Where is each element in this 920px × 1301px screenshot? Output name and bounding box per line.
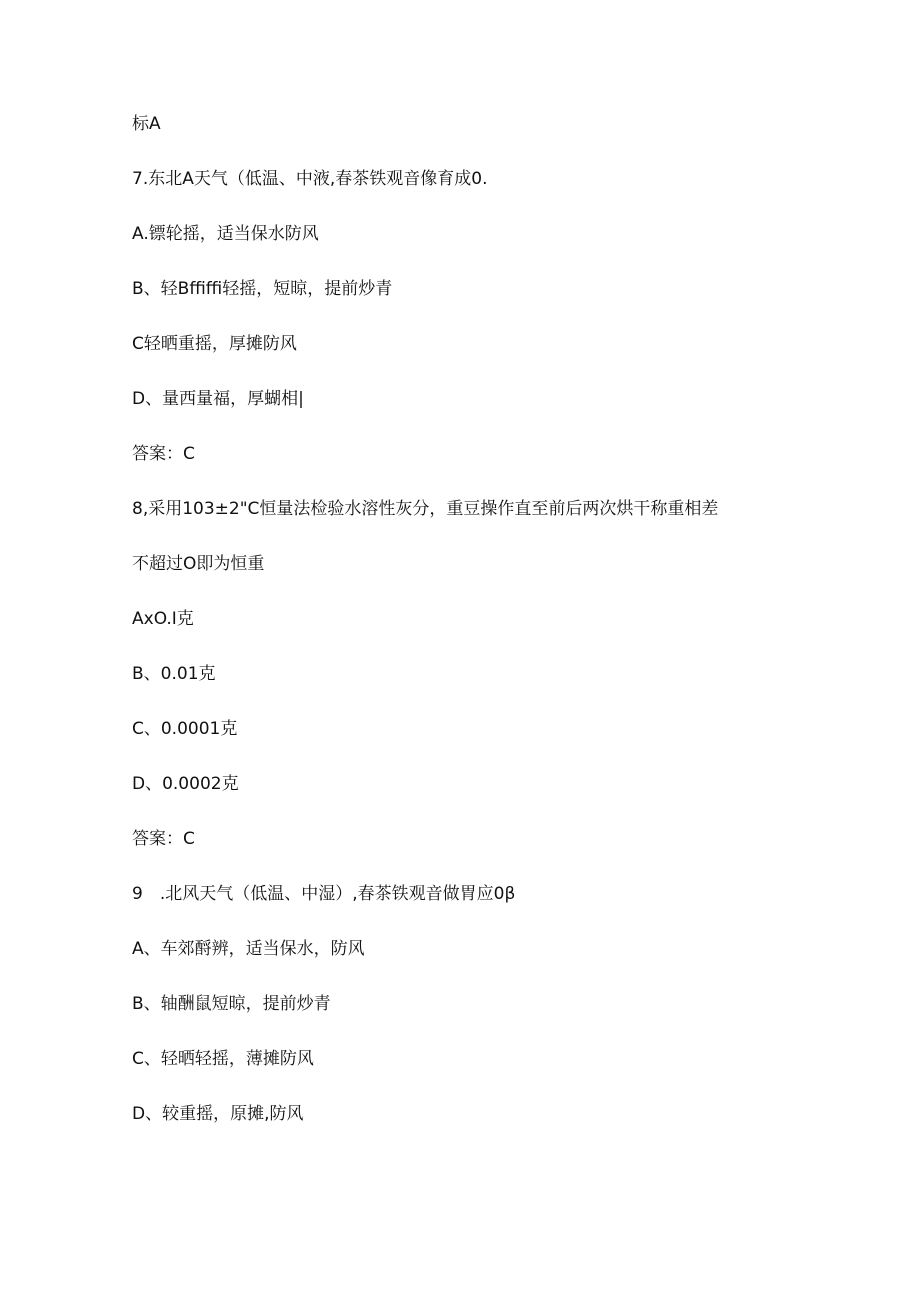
question-7-option-d: D、量西量福，厚蝴相| [132, 389, 304, 409]
question-8-option-c: C、0.0001克 [132, 719, 238, 739]
question-8: 8,采用103±2"C恒量法检验水溶性灰分，重豆操作直至前后两次烘干称重相差 [132, 499, 719, 519]
question-9-option-d: D、较重摇，原摊,防风 [132, 1104, 304, 1124]
text-line-prev-answer: 标A [132, 114, 161, 134]
question-8-answer: 答案：C [132, 829, 195, 849]
question-7: 7.东北A天气（低温、中液,春茶铁观音像育成0. [132, 169, 488, 189]
question-8-option-b: B、0.01克 [132, 664, 216, 684]
question-7-option-c: C轻晒重摇，厚摊防风 [132, 334, 297, 354]
question-7-option-b: B、轻Bffiffi轻摇，短晾，提前炒青 [132, 279, 393, 299]
question-7-answer: 答案：C [132, 444, 195, 464]
question-9: 9 .北风天气（低温、中湿）,春茶铁观音做胃应0β [132, 884, 516, 904]
question-9-option-b: B、轴酬鼠短晾，提前炒青 [132, 994, 331, 1014]
question-8-option-d: D、0.0002克 [132, 774, 239, 794]
question-7-option-a: A.镖轮摇，适当保水防风 [132, 224, 319, 244]
question-8-continued: 不超过O即为恒重 [132, 554, 265, 574]
question-9-option-c: C、轻晒轻摇，薄摊防风 [132, 1049, 314, 1069]
question-9-option-a: A、车郊酹辨，适当保水，防风 [132, 939, 365, 959]
question-8-option-a: AxO.I克 [132, 609, 194, 629]
